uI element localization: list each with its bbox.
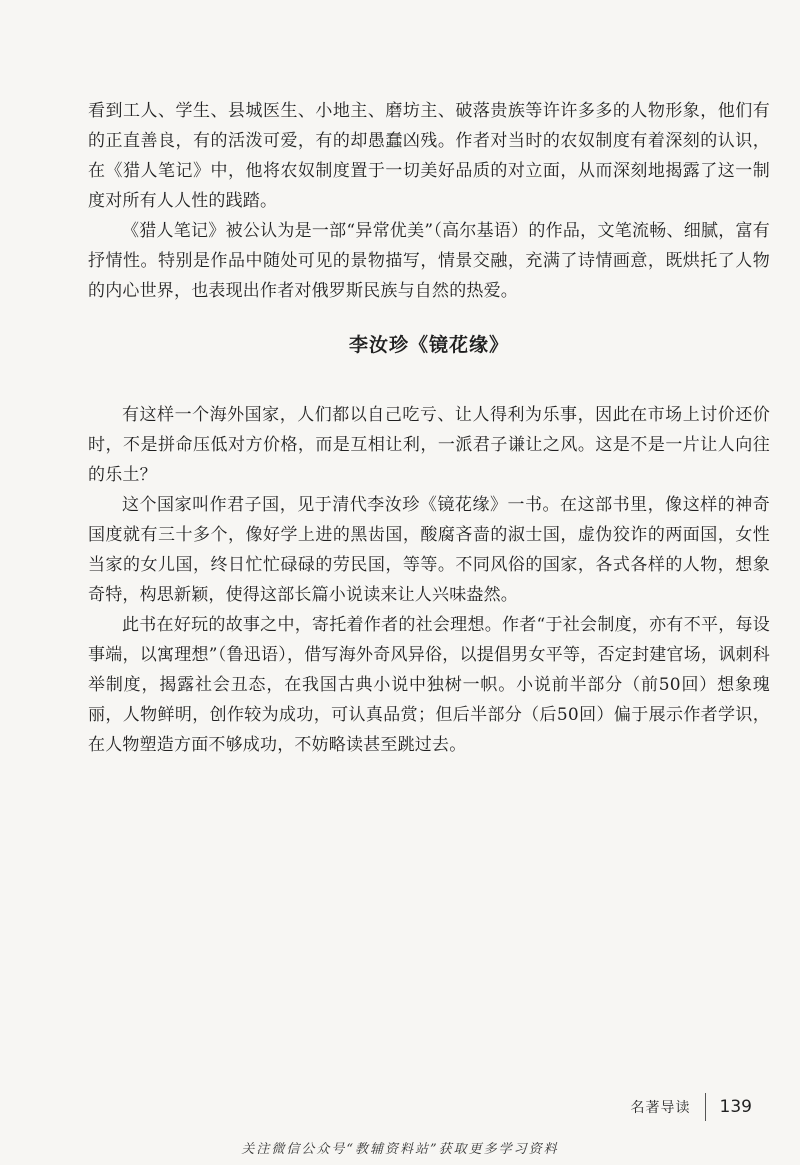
book-label: 名著导读 xyxy=(630,1100,691,1116)
paragraph-gentleman-country: 有这样一个海外国家，人们都以自己吃亏、让人得利为乐事，因此在市场上讨价还价时，不是拼命压低对方价格，而是互相让利，一派君子谦让之风。这是不是一片让人向往的乐土？ xyxy=(88,405,770,485)
watermark-text: 关注微信公众号“教辅资料站”获取更多学习资料 xyxy=(241,1142,559,1157)
page-content xyxy=(88,96,770,760)
section-title: 李汝珍《镜花缘》 xyxy=(348,334,509,356)
paragraph-hunter-notes-style: 《猎人笔记》被公认为是一部“异常优美”（高尔基语）的作品，文笔流畅、细腻，富有抒情性。特别是作品中随处可见的景物描写，情景交融，充满了诗情画意，既烘托了人物的内心世界，也表现出作者对俄罗斯民族与自然的热爱。 xyxy=(88,221,770,301)
footer-divider xyxy=(705,1093,706,1121)
paragraph-social-ideal: 此书在好玩的故事之中，寄托着作者的社会理想。作者“于社会制度，亦有不平，每设事端，以寓理想”（鲁迅语），借写海外奇风异俗，以提倡男女平等，否定封建官场，讽刺科举制度，揭露社会丑态，在我国古典小说中独树一帜。小说前半部分（前50回）想象瑰丽，人物鲜明，创作较为成功，可认真品赏；但后半部分（后50回）偏于展示作者学识，在人物塑造方面不够成功，不妨略读甚至跳过去。 xyxy=(88,615,770,755)
page-number: 139 xyxy=(719,1097,752,1117)
paragraph-country-description: 这个国家叫作君子国，见于清代李汝珍《镜花缘》一书。在这部书里，像这样的神奇国度就有三十多个，像好学上进的黑齿国，酸腐吝啬的淑士国，虚伪狡诈的两面国，女性当家的女儿国，终日忙忙碌碌的劳民国，等等。不同风俗的国家，各式各样的人物，想象奇特，构思新颖，使得这部长篇小说读来让人兴味盎然。 xyxy=(88,495,770,605)
page-footer xyxy=(631,1092,752,1122)
paragraph-continuation: 看到工人、学生、县城医生、小地主、磨坊主、破落贵族等许许多多的人物形象，他们有的正直善良，有的活泼可爱，有的却愚蠢凶残。作者对当时的农奴制度有着深刻的认识，在《猎人笔记》中，他将农奴制度置于一切美好品质的对立面，从而深刻地揭露了这一制度对所有人人性的践踏。 xyxy=(88,101,770,211)
